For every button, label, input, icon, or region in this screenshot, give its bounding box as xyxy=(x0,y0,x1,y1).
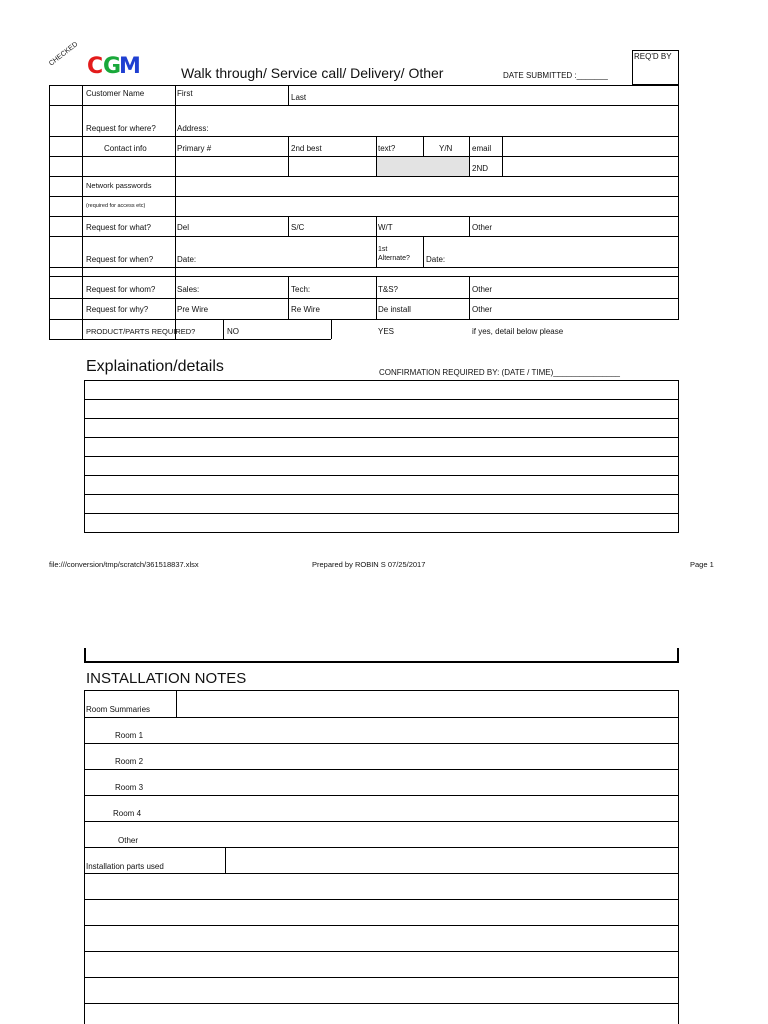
first-alternate-label-1: 1st xyxy=(378,246,388,253)
second-best-phone-field[interactable]: 2nd best xyxy=(291,144,322,153)
room-1-label: Room 1 xyxy=(115,731,144,740)
logo-letter-g: G xyxy=(103,54,121,79)
request-where-label: Request for where? xyxy=(86,124,156,133)
text-yn-field[interactable]: Y/N xyxy=(439,144,453,153)
ts-field[interactable]: T&S? xyxy=(378,285,399,294)
details-heading: Explaination/details xyxy=(86,358,224,375)
confirmation-required-label: CONFIRMATION REQUIRED BY: (DATE / TIME)_______________ xyxy=(379,368,620,377)
parts-no-option[interactable]: NO xyxy=(227,327,239,336)
logo-letter-c: C xyxy=(87,54,103,79)
request-why-label: Request for why? xyxy=(86,305,149,314)
room-3-label: Room 3 xyxy=(115,783,144,792)
checked-stamp: CHECKED xyxy=(48,40,80,68)
primary-phone-field[interactable]: Primary # xyxy=(177,144,212,153)
parts-yes-option[interactable]: YES xyxy=(378,327,395,336)
form-title: Walk through/ Service call/ Delivery/ Other xyxy=(181,65,444,81)
alternate-date-field[interactable]: Date: xyxy=(426,255,446,264)
sales-field[interactable]: Sales: xyxy=(177,285,200,294)
shaded-cell xyxy=(377,157,469,176)
customer-name-label: Customer Name xyxy=(86,89,145,98)
wt-option[interactable]: W/T xyxy=(378,223,393,232)
required-access-note: (required for access etc) xyxy=(86,203,146,209)
contact-info-label: Contact info xyxy=(104,144,147,153)
date-field[interactable]: Date: xyxy=(177,255,197,264)
tech-field[interactable]: Tech: xyxy=(291,285,311,294)
logo-letter-m: M xyxy=(119,54,140,79)
last-name-field[interactable]: Last xyxy=(291,93,307,102)
sc-option[interactable]: S/C xyxy=(291,223,305,232)
other-what-option[interactable]: Other xyxy=(472,223,493,232)
second-email-field[interactable]: 2ND xyxy=(472,164,489,173)
page-number: Page 1 xyxy=(690,560,714,569)
installation-notes-heading: INSTALLATION NOTES xyxy=(86,670,247,687)
room-summaries-label: Room Summaries xyxy=(86,705,151,714)
del-option[interactable]: Del xyxy=(177,223,190,232)
request-whom-label: Request for whom? xyxy=(86,285,156,294)
first-name-field[interactable]: First xyxy=(177,89,193,98)
parts-required-label: PRODUCT/PARTS REQUIRED? xyxy=(86,327,196,336)
if-yes-note: if yes, detail below please xyxy=(472,327,564,336)
email-field[interactable]: email xyxy=(472,144,492,153)
date-submitted-label: DATE SUBMITTED :_______ xyxy=(503,71,608,80)
other-why-option[interactable]: Other xyxy=(472,305,493,314)
room-4-label: Room 4 xyxy=(113,809,142,818)
other-room-label: Other xyxy=(118,836,139,845)
room-2-label: Room 2 xyxy=(115,757,144,766)
de-install-option[interactable]: De install xyxy=(378,305,411,314)
pre-wire-option[interactable]: Pre Wire xyxy=(177,305,209,314)
reqd-by-label: REQ'D BY xyxy=(634,52,672,61)
request-when-label: Request for when? xyxy=(86,255,154,264)
network-passwords-label: Network passwords xyxy=(86,181,152,190)
file-path: file:///conversion/tmp/scratch/361518837.xlsx xyxy=(49,560,199,569)
other-whom-field[interactable]: Other xyxy=(472,285,493,294)
address-field[interactable]: Address: xyxy=(177,124,209,133)
installation-parts-used-label: Installation parts used xyxy=(86,862,164,871)
prepared-by: Prepared by ROBIN S 07/25/2017 xyxy=(312,560,426,569)
text-ok-label: text? xyxy=(378,144,396,153)
request-what-label: Request for what? xyxy=(86,223,151,232)
re-wire-option[interactable]: Re Wire xyxy=(291,305,320,314)
first-alternate-label-2: Alternate? xyxy=(378,255,410,262)
